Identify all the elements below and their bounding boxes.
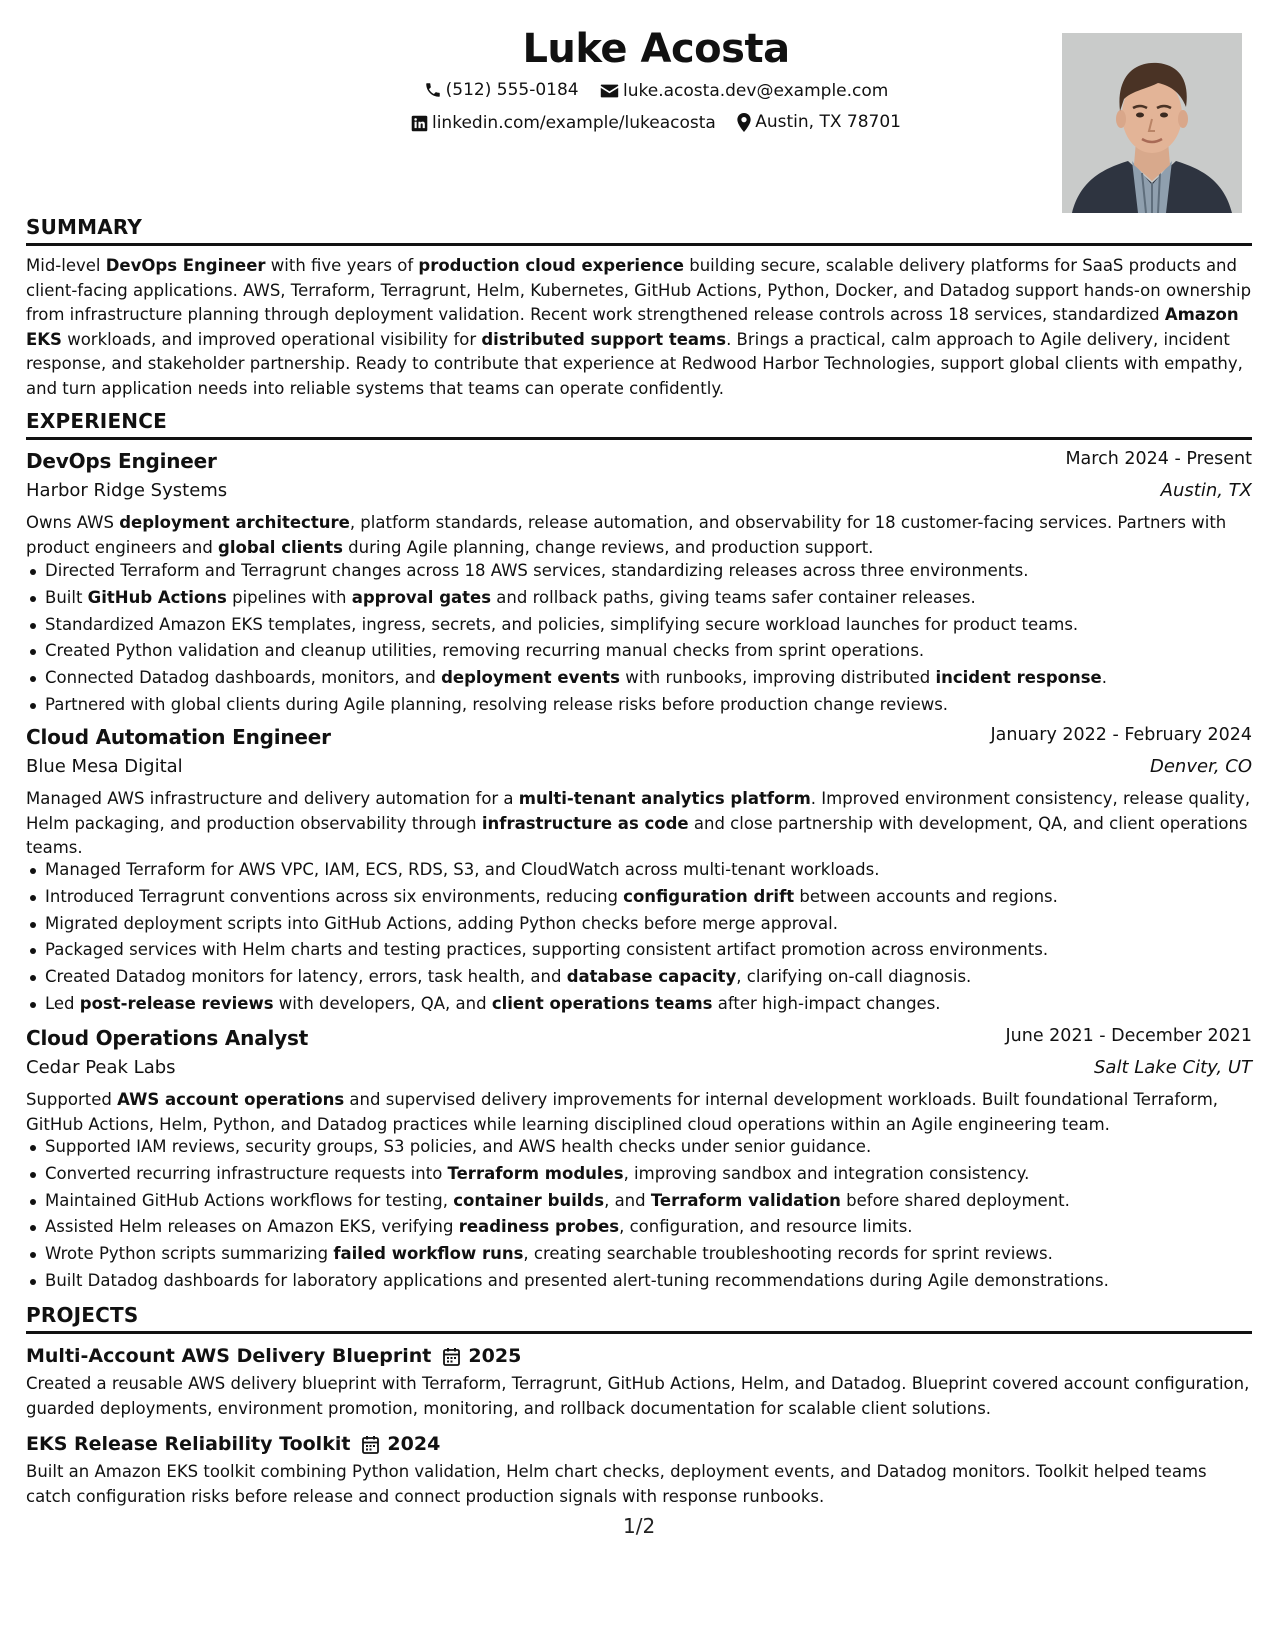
bold-text: approval gates bbox=[351, 587, 492, 607]
job-company: Harbor Ridge Systems bbox=[26, 480, 228, 501]
text-run: between accounts and regions. bbox=[794, 886, 1058, 906]
text-run: before shared deployment. bbox=[840, 1190, 1070, 1210]
job-location: Salt Lake City, UT bbox=[1093, 1057, 1252, 1078]
job-subheader bbox=[26, 1057, 1252, 1083]
text-run: Wrote Python scripts summarizing bbox=[45, 1244, 334, 1264]
bold-text: GitHub Actions bbox=[87, 587, 227, 607]
text-run: , clarifying on-call diagnosis. bbox=[736, 967, 972, 987]
text-run: , and bbox=[604, 1190, 651, 1210]
job-header bbox=[26, 1026, 1252, 1054]
job-header bbox=[26, 449, 1252, 477]
bullet-item bbox=[26, 1268, 1252, 1295]
bullet-item bbox=[26, 937, 1252, 964]
text-run: and close partnership with development, QA, and client operations teams. bbox=[26, 813, 1248, 857]
text-run: . Improved environment consistency, release quality, Helm packaging, and production observability through bbox=[26, 789, 1251, 833]
bold-text: DevOps Engineer bbox=[105, 256, 266, 275]
bullet-item bbox=[26, 1214, 1252, 1241]
bold-text: deployment architecture bbox=[119, 513, 350, 532]
project-year: 2025 bbox=[468, 1345, 522, 1367]
bold-text: AWS account operations bbox=[117, 1090, 345, 1109]
bold-text: infrastructure as code bbox=[481, 813, 689, 833]
summary-heading: SUMMARY bbox=[26, 215, 1252, 246]
text-run: Connected Datadog dashboards, monitors, and bbox=[45, 668, 442, 688]
text-run: Supported IAM reviews, security groups, S3 policies, and AWS health checks under senior guidance. bbox=[45, 1137, 872, 1156]
page-number: 1/2 bbox=[623, 1514, 656, 1538]
job-bullets bbox=[26, 558, 1252, 719]
text-run: pipelines with bbox=[226, 587, 352, 607]
email-contact[interactable] bbox=[600, 81, 888, 101]
job-location: Denver, CO bbox=[1150, 756, 1252, 777]
text-run: Migrated deployment scripts into GitHub Actions, adding Python checks before merge approval. bbox=[45, 913, 838, 933]
job-bullets bbox=[26, 1134, 1252, 1295]
candidate-name: Luke Acosta bbox=[522, 26, 790, 72]
job-dates: June 2021 - December 2021 bbox=[1005, 1026, 1252, 1046]
project-name: EKS Release Reliability Toolkit bbox=[26, 1433, 351, 1455]
bold-text: global clients bbox=[218, 537, 343, 557]
job-subheader bbox=[26, 480, 1252, 506]
location-text: Austin, TX 78701 bbox=[755, 112, 901, 132]
text-run: . bbox=[1101, 668, 1107, 688]
resume-page bbox=[26, 0, 1252, 1650]
bold-text: post-release reviews bbox=[79, 993, 274, 1013]
bold-text: deployment events bbox=[441, 668, 621, 688]
job-summary bbox=[26, 511, 1252, 560]
job-company: Blue Mesa Digital bbox=[26, 756, 183, 777]
text-run: Owns AWS bbox=[26, 513, 120, 532]
contact-line-1 bbox=[256, 80, 1056, 104]
bold-text: readiness probes bbox=[458, 1217, 620, 1237]
text-run: workloads, and improved operational visibility for bbox=[61, 329, 482, 349]
project-description: Created a reusable AWS delivery blueprint with Terraform, Terragrunt, GitHub Actions, Helm, and Datadog. Blueprint covered account configuration, guarded deployments, environment promotion, monitoring, and rollback documentation for scalable client solutions. bbox=[26, 1374, 1250, 1418]
project-header bbox=[26, 1342, 521, 1370]
text-run: Supported bbox=[26, 1090, 118, 1109]
job-title: Cloud Operations Analyst bbox=[26, 1026, 309, 1050]
bold-text: failed workflow runs bbox=[333, 1244, 524, 1264]
text-run: with runbooks, improving distributed bbox=[620, 668, 936, 688]
bullet-item bbox=[26, 585, 1252, 612]
text-run: , creating searchable troubleshooting records for sprint reviews. bbox=[523, 1244, 1053, 1264]
linkedin-contact[interactable] bbox=[411, 113, 716, 133]
bold-text: configuration drift bbox=[623, 886, 795, 906]
profile-photo bbox=[1062, 33, 1242, 213]
job-title: Cloud Automation Engineer bbox=[26, 725, 331, 749]
text-run: with developers, QA, and bbox=[273, 993, 492, 1013]
bold-text: client operations teams bbox=[491, 993, 713, 1013]
calendar-icon bbox=[362, 1435, 379, 1454]
bullet-item bbox=[26, 991, 1252, 1018]
text-run: Standardized Amazon EKS templates, ingress, secrets, and policies, simplifying secure workload launches for product teams. bbox=[45, 614, 1079, 634]
envelope-icon bbox=[600, 83, 619, 99]
bold-text: container builds bbox=[453, 1190, 605, 1210]
text-run: after high-impact changes. bbox=[712, 993, 941, 1013]
bold-text: Terraform validation bbox=[650, 1190, 841, 1210]
bold-text: distributed support teams bbox=[481, 329, 727, 349]
text-run: , improving sandbox and integration consistency. bbox=[623, 1163, 1030, 1183]
text-run: Mid-level bbox=[26, 256, 106, 275]
bullet-item bbox=[26, 1134, 1252, 1161]
bullet-item bbox=[26, 884, 1252, 911]
text-run: and supervised delivery improvements for internal development workloads. Built foundational Terraform, GitHub Actions, Helm, Python, and Datadog practices while learning disciplined cloud operations within an Agile engineering team. bbox=[26, 1090, 1219, 1134]
text-run: Packaged services with Helm charts and testing practices, supporting consistent artifact promotion across environments. bbox=[45, 940, 1049, 960]
text-run: Built Datadog dashboards for laboratory applications and presented alert-tuning recommendations during Agile demonstrations. bbox=[45, 1270, 1109, 1290]
text-run: Introduced Terragrunt conventions across six environments, reducing bbox=[45, 886, 624, 906]
job-location: Austin, TX bbox=[1160, 480, 1252, 501]
text-run: . Brings a practical, calm approach to Agile delivery, incident response, and stakeholder partnership. Ready to contribute that experience at Redwood Harbor Technologies, support global clients with empathy, and turn application needs into reliable systems that teams can operate confidently. bbox=[26, 329, 1243, 398]
contact-line-2 bbox=[256, 112, 1056, 137]
project-year: 2024 bbox=[387, 1433, 441, 1455]
text-run: with five years of bbox=[265, 256, 419, 275]
bullet-item bbox=[26, 665, 1252, 692]
email-address[interactable]: luke.acosta.dev@example.com bbox=[623, 81, 889, 101]
text-run: Assisted Helm releases on Amazon EKS, verifying bbox=[45, 1217, 459, 1237]
bold-text: Amazon EKS bbox=[26, 305, 1239, 349]
text-run: Maintained GitHub Actions workflows for testing, bbox=[45, 1190, 454, 1210]
text-run: Directed Terraform and Terragrunt changes across 18 AWS services, standardizing releases across three environments. bbox=[45, 561, 1029, 580]
map-pin-icon bbox=[737, 113, 751, 132]
calendar-icon bbox=[443, 1347, 460, 1366]
text-run: Created Python validation and cleanup utilities, removing recurring manual checks from sprint operations. bbox=[45, 641, 925, 661]
job-header bbox=[26, 725, 1252, 753]
text-run: Created Datadog monitors for latency, errors, task health, and bbox=[45, 967, 567, 987]
bullet-item bbox=[26, 964, 1252, 991]
bold-text: production cloud experience bbox=[418, 256, 684, 275]
bullet-item bbox=[26, 1241, 1252, 1268]
job-company: Cedar Peak Labs bbox=[26, 1057, 176, 1078]
bold-text: incident response bbox=[935, 668, 1102, 688]
bullet-item bbox=[26, 1161, 1252, 1188]
phone-contact bbox=[424, 80, 579, 100]
text-run: Managed Terraform for AWS VPC, IAM, ECS, RDS, S3, and CloudWatch across multi-tenant workloads. bbox=[45, 860, 880, 879]
text-run: building secure, scalable delivery platforms for SaaS products and client-facing applications. AWS, Terraform, Terragrunt, Helm, Kubernetes, GitHub Actions, Python, Docker, and Datadog support hands-on ownership from infrastructure planning through deployment validation. Recent work strengthened release controls across 18 services, standardized bbox=[26, 256, 1252, 324]
job-title: DevOps Engineer bbox=[26, 449, 217, 473]
job-dates: January 2022 - February 2024 bbox=[990, 725, 1252, 745]
job-subheader bbox=[26, 756, 1252, 782]
bullet-item bbox=[26, 558, 1252, 585]
job-dates: March 2024 - Present bbox=[1065, 449, 1252, 469]
text-run: Managed AWS infrastructure and delivery automation for a bbox=[26, 789, 519, 808]
bullet-item bbox=[26, 911, 1252, 938]
linkedin-icon bbox=[411, 115, 428, 132]
bullet-item bbox=[26, 1188, 1252, 1215]
linkedin-url[interactable]: linkedin.com/example/lukeacosta bbox=[431, 113, 716, 133]
phone-icon bbox=[424, 81, 442, 99]
bold-text: Terraform modules bbox=[447, 1163, 624, 1183]
job-summary bbox=[26, 1088, 1252, 1137]
project-header bbox=[26, 1430, 440, 1458]
bullet-item bbox=[26, 612, 1252, 639]
text-run: during Agile planning, change reviews, and production support. bbox=[342, 537, 874, 557]
text-run: Partnered with global clients during Agile planning, resolving release risks before production change reviews. bbox=[45, 694, 949, 714]
bold-text: database capacity bbox=[566, 967, 737, 987]
bold-text: multi-tenant analytics platform bbox=[518, 789, 811, 808]
text-run: , configuration, and resource limits. bbox=[619, 1217, 913, 1237]
location-contact bbox=[737, 112, 901, 132]
project-description: Built an Amazon EKS toolkit combining Python validation, Helm chart checks, deployment events, and Datadog monitors. Toolkit helped teams catch configuration risks before release and connect production signals with response runbooks. bbox=[26, 1462, 1207, 1506]
job-summary bbox=[26, 787, 1252, 861]
bullet-item bbox=[26, 692, 1252, 719]
text-run: Converted recurring infrastructure requests into bbox=[45, 1163, 448, 1183]
text-run: , platform standards, release automation, and observability for 18 customer-facing services. Partners with product engineers and bbox=[26, 513, 1227, 557]
experience-heading: EXPERIENCE bbox=[26, 409, 1252, 440]
resume-header bbox=[26, 26, 1252, 216]
bullet-item bbox=[26, 638, 1252, 665]
summary-text bbox=[26, 254, 1252, 401]
projects-heading: PROJECTS bbox=[26, 1303, 1252, 1334]
text-run: and rollback paths, giving teams safer container releases. bbox=[491, 587, 976, 607]
text-run: Built bbox=[45, 587, 88, 607]
bullet-item bbox=[26, 857, 1252, 884]
phone-number: (512) 555-0184 bbox=[445, 80, 579, 100]
job-bullets bbox=[26, 857, 1252, 1018]
project-name: Multi-Account AWS Delivery Blueprint bbox=[26, 1345, 432, 1367]
text-run: Led bbox=[45, 993, 80, 1013]
